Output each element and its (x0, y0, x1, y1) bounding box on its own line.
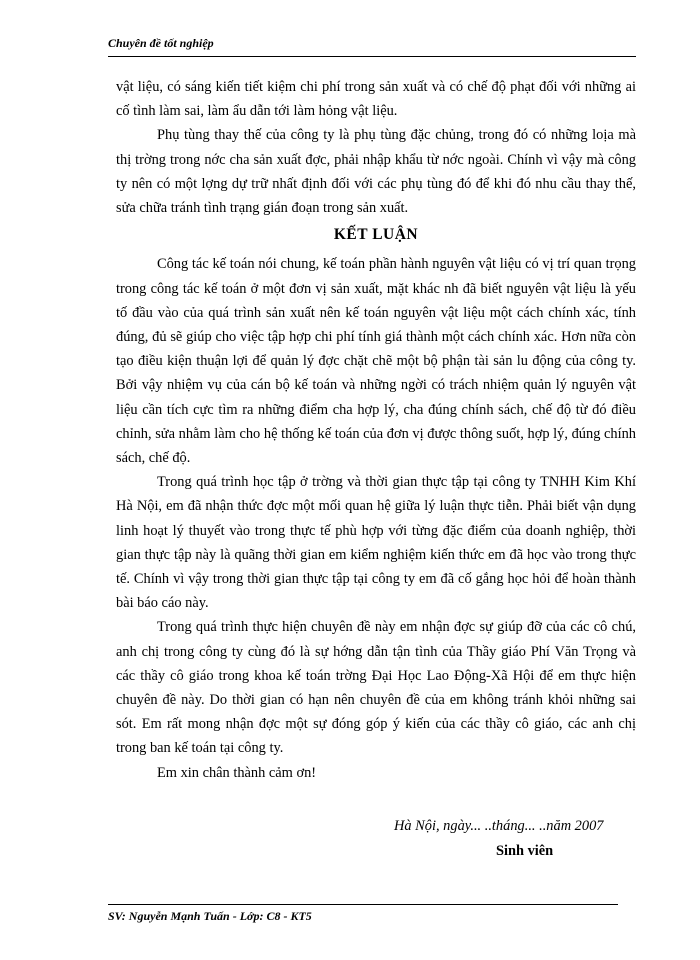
signature-role: Sinh viên (496, 843, 554, 859)
paragraph-3: Công tác kế toán nói chung, kế toán phần hành nguyên vật liệu có vị trí quan trọng trong công tác kế toán ở một đơn vị sản xuất, mặt khác nh đã biết nguyên vật liệu là yếu tố đầu vào của quá trình sản xuất nên kế toán nguyên vật liệu một cách chính xác, tính đúng, đủ sẽ giúp cho việc tập hợp chi phí tính giá thành một cách chính xác. Hơn nữa còn tạo điều kiện thuận lợi để quản lý đợc chặt chẽ một bộ phận tài sản lu động của công ty. Bởi vậy nhiệm vụ của cán bộ kế toán và những ngời có trách nhiệm quản lý nguyên vật liệu cần tích cực tìm ra những điểm cha hợp lý, cha đúng chính sách, chế độ từ đó điều chỉnh, sửa nhằm làm cho hệ thống kế toán của đơn vị được thông suốt, hợp lý, đúng chính sách, chế độ. (116, 256, 636, 467)
conclusion-heading: KẾT LUẬN (333, 226, 419, 244)
document-body (116, 75, 636, 785)
footer-text: SV: Nguyễn Mạnh Tuấn - Lớp: C8 - KT5 (108, 909, 312, 923)
thanks-line: Em xin chân thành cảm ơn! (157, 764, 317, 781)
paragraph-5: Trong quá trình thực hiện chuyên đề này em nhận đợc sự giúp đỡ của các cô chú, anh chị trong công ty cùng đó là sự hớng dẫn tận tình của Thầy giáo Phí Văn Trọng và các thầy cô giáo trong khoa kế toán trờng Đại Học Lao Động-Xã Hội để em thực hiện chuyên đề này. Do thời gian có hạn nên chuyên đề của em không tránh khỏi những sai sót. Em rất mong nhận đợc một sự đóng góp ý kiến của các thầy cô giáo, các anh chị trong ban kế toán tại công ty. (116, 619, 636, 757)
page-footer (108, 904, 618, 925)
paragraph-1: vật liệu, có sáng kiến tiết kiệm chi phí trong sản xuất và có chế độ phạt đối với những ai cố tình làm sai, làm ẩu dẫn tới làm hỏng vật liệu. (116, 79, 636, 120)
paragraph-4: Trong quá trình học tập ở trờng và thời gian thực tập tại công ty TNHH Kim Khí Hà Nội, em đã nhận thức đợc một mối quan hệ giữa lý luận thực tiễn. Phải biết vận dụng linh hoạt lý thuyết vào trong thực tế phù hợp với từng đặc điểm của doanh nghiệp, thời gian thực tập này là quãng thời gian em kiểm nghiệm kiến thức em đã học vào trong thực tế. Chính vì vậy trong thời gian thực tập tại công ty em đã cố gắng học hỏi để hoàn thành bài báo cáo này. (116, 474, 636, 612)
header-title: Chuyên đề tốt nghiệp (108, 36, 214, 50)
paragraph-2: Phụ tùng thay thế của công ty là phụ tùng đặc chủng, trong đó có những loịa mà thị trờng trong nớc cha sản xuất đợc, phải nhập khẩu từ nớc ngoài. Chính vì vậy mà công ty nên có một lợng dự trữ nhất định đối với các phụ tùng đó để khi đó nhu cầu thay thế, sửa chữa tránh tình trạng gián đoạn trong sản xuất. (116, 127, 636, 217)
page-header (108, 36, 636, 57)
signature-place-date: Hà Nội, ngày... ..tháng... ..năm 2007 (394, 818, 604, 834)
